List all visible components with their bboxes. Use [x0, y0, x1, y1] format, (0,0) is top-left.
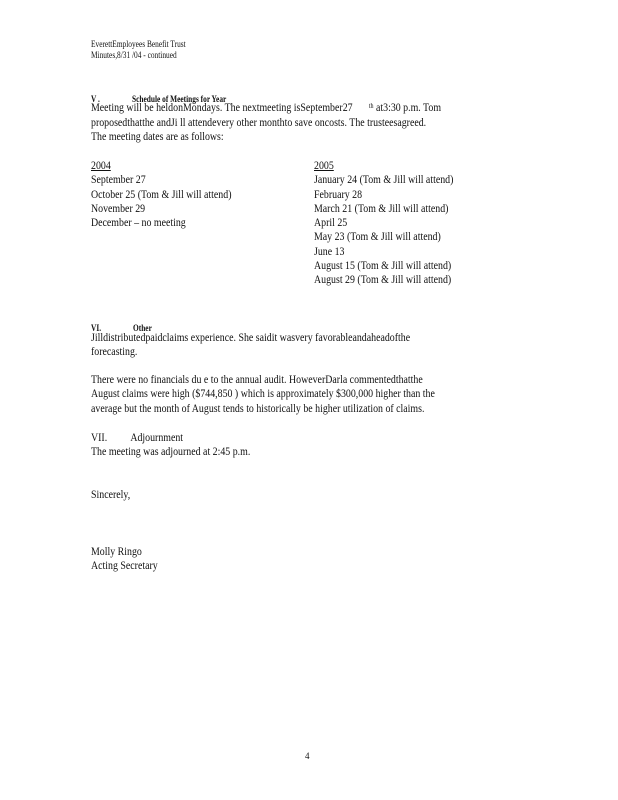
section-v-title: Schedule of Meetings for Year [131, 94, 227, 104]
section-vi-p2-line-1: There were no financials du e to the annual audit. HoweverDarla commentedthatthe [91, 374, 423, 386]
section-vi-p1-line-1: Jilldistributedpaidclaims experience. She saidit wasvery favorableandaheadofthe [91, 332, 411, 344]
section-v-line-1 [91, 101, 441, 115]
meeting-2004-item: December – no meeting [91, 217, 186, 230]
section-vii-number: VII. [91, 432, 108, 444]
section-vi-number: VI. [91, 323, 102, 333]
header-line-1: EverettEmployees Benefit Trust [91, 39, 186, 49]
signer-title: Acting Secretary [91, 560, 158, 572]
page-number: 4 [305, 751, 310, 761]
section-v-superscript: th [368, 102, 374, 110]
meeting-2004-item: October 25 (Tom & Jill will attend) [91, 188, 232, 201]
section-vi-p2-line-3: average but the month of August tends to historically be higher utilization of claims. [91, 403, 425, 415]
section-vii-heading [91, 431, 183, 445]
section-v-line-1-time: at3:30 p.m. Tom [375, 102, 442, 114]
closing-salutation: Sincerely, [91, 489, 131, 501]
section-vii-line-1: The meeting was adjourned at 2:45 p.m. [91, 446, 251, 458]
section-v-line-3: The meeting dates are as follows: [91, 131, 224, 143]
meeting-2005-item: January 24 (Tom & Jill will attend) [314, 174, 454, 187]
meeting-2005-item: June 13 [314, 245, 345, 258]
meeting-2005-item: April 25 [314, 217, 348, 230]
year-2005: 2005 [314, 160, 334, 172]
meeting-2005-item: August 29 (Tom & Jill will attend) [314, 274, 452, 287]
signer-name: Molly Ringo [91, 546, 142, 558]
section-v-number: V . [91, 94, 100, 104]
section-vi-title: Other [133, 323, 153, 333]
meeting-2005-item: March 21 (Tom & Jill will attend) [314, 202, 449, 215]
section-v-line-2: proposedthatthe andJi ll attendevery other monthto save oncosts. The trusteesagreed. [91, 117, 427, 129]
section-vi-p2-line-2: August claims were high ($744,850 ) which is approximately $300,000 higher than the [91, 388, 435, 400]
year-2004: 2004 [91, 160, 111, 172]
meeting-2004-item: November 29 [91, 202, 146, 215]
section-vi-p1-line-2: forecasting. [91, 346, 138, 358]
meeting-2005-item: February 28 [314, 188, 363, 201]
header-line-2: Minutes,8/31 /04 - continued [91, 50, 177, 60]
meeting-2005-item: August 15 (Tom & Jill will attend) [314, 260, 452, 273]
meeting-2004-item: September 27 [91, 174, 146, 187]
schedule-2005 [314, 159, 453, 288]
schedule-2004 [91, 159, 231, 230]
section-v-line-1-text: Meeting will be heldonMondays. The nextmeeting isSeptember27 [91, 102, 353, 114]
section-vii-title: Adjournment [130, 432, 184, 444]
meeting-2005-item: May 23 (Tom & Jill will attend) [314, 231, 441, 244]
